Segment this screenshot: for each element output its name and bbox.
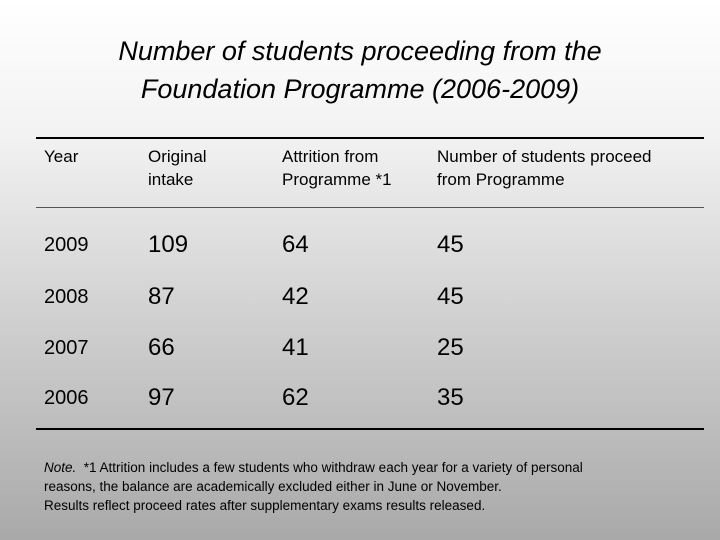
cell-attrition: 64	[282, 231, 309, 258]
header-year-label: Year	[44, 147, 79, 166]
page-title	[0, 32, 720, 108]
cell-year: 2007	[44, 337, 89, 359]
header-intake-line-1: Original	[148, 147, 207, 166]
table-bottom-rule	[36, 428, 704, 430]
title-line-1: Number of students proceeding from the	[118, 36, 602, 66]
header-attrition-line-1: Attrition from	[282, 147, 379, 166]
title-line-2: Foundation Programme (2006-2009)	[140, 74, 580, 104]
cell-proceed: 25	[437, 334, 464, 361]
note-label: Note.	[44, 460, 77, 475]
header-original-intake	[148, 145, 207, 191]
cell-proceed: 35	[437, 384, 464, 411]
table-top-rule	[36, 137, 704, 139]
header-intake-line-2: intake	[148, 170, 194, 189]
header-proceed-line-2: from Programme	[437, 170, 565, 189]
header-proceed-line-1: Number of students proceed	[437, 147, 652, 166]
cell-intake: 109	[148, 231, 189, 258]
note-line-1	[44, 458, 694, 477]
cell-intake: 87	[148, 283, 175, 310]
note-text-1: *1 Attrition includes a few students who withdraw each year for a variety of personal	[76, 460, 583, 475]
header-divider-rule	[36, 207, 704, 208]
cell-year: 2008	[44, 286, 89, 308]
table-note	[44, 458, 694, 515]
header-attrition	[282, 145, 392, 191]
cell-attrition: 62	[282, 384, 309, 411]
cell-attrition: 41	[282, 334, 309, 361]
cell-attrition: 42	[282, 283, 309, 310]
cell-year: 2006	[44, 387, 89, 409]
cell-proceed: 45	[437, 283, 464, 310]
cell-year: 2009	[44, 234, 89, 256]
note-line-3: Results reflect proceed rates after supplementary exams results released.	[44, 498, 486, 513]
note-line-2: reasons, the balance are academically excluded either in June or November.	[44, 479, 502, 494]
header-attrition-line-2: Programme *1	[282, 170, 392, 189]
cell-intake: 97	[148, 384, 175, 411]
header-students-proceed	[437, 145, 652, 191]
header-year	[44, 145, 78, 168]
cell-proceed: 45	[437, 231, 464, 258]
cell-intake: 66	[148, 334, 175, 361]
